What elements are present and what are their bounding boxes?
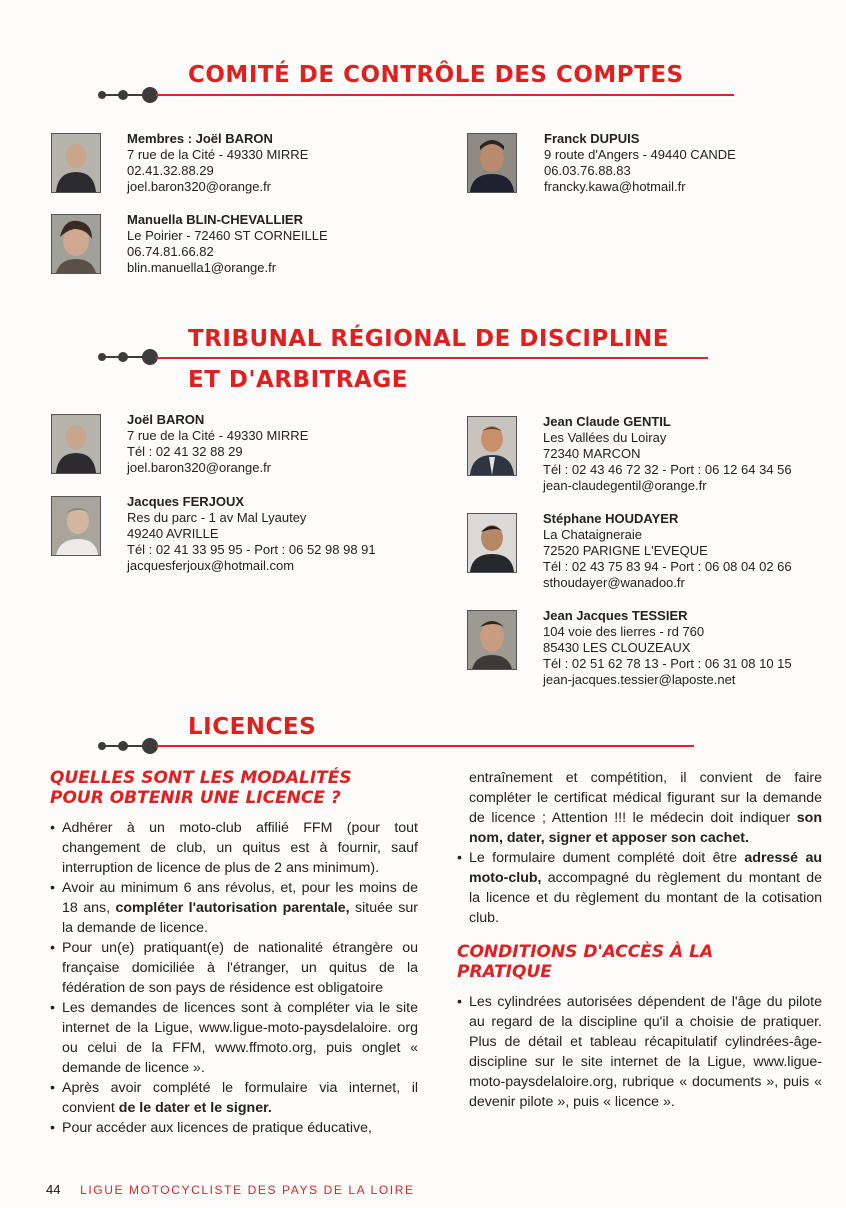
member-name: Jean Jacques TESSIER [543, 608, 688, 623]
list-item: • Avoir au minimum 6 ans révolus, et, pour les moins de 18 ans, compléter l'autorisation parentale, située sur la demande de licence. [50, 878, 418, 938]
member-phone: 06.74.81.66.82 [127, 244, 214, 259]
member-address: 104 voie des lierres - rd 760 [543, 624, 705, 639]
member-phone: 06.03.76.88.83 [544, 163, 631, 178]
member-email[interactable]: jacquesferjoux@hotmail.com [127, 558, 295, 573]
member-email[interactable]: jean-claudegentil@orange.fr [543, 478, 707, 493]
member-name: Jacques FERJOUX [127, 494, 245, 509]
list-item: • Pour accéder aux licences de pratique éducative, [50, 1118, 418, 1138]
comite-title: COMITÉ DE CONTRÔLE DES COMPTES [188, 62, 684, 88]
licences-right-column [457, 768, 822, 1112]
footer-organization: LIGUE MOTOCYCLISTE DES PAYS DE LA LOIRE [80, 1183, 415, 1197]
member-phone: Tél : 02 51 62 78 13 - Port : 06 31 08 10 15 [543, 656, 792, 671]
page-footer [46, 1182, 415, 1197]
portrait-photo [51, 414, 101, 474]
member-city: 72520 PARIGNE L'EVEQUE [543, 543, 708, 558]
section-bullet-dots [98, 738, 160, 754]
list-item: • Les cylindrées autorisées dépendent de l'âge du pilote au regard de la discipline qu'il a choisie de pratiquer. Plus de détail et tableau récapitulatif cylindrées-âge-discipline sur le site internet de la Ligue, www.ligue-moto-paysdelaloire.org, rubrique « documents », puis « devenir pilote », puis « licence ». [457, 992, 822, 1112]
tribunal-rule [156, 357, 708, 359]
portrait-photo [467, 416, 517, 476]
member-address: Res du parc - 1 av Mal Lyautey [127, 510, 307, 525]
member-address: 9 route d'Angers - 49440 CANDE [544, 147, 736, 162]
member-phone: Tél : 02 41 33 95 95 - Port : 06 52 98 98 91 [127, 542, 376, 557]
list-item: • Adhérer à un moto-club affilié FFM (pour tout changement de club, un quitus est à fournir, sauf interruption de licence de plus de 2 ans minimum). [50, 818, 418, 878]
member-address: La Chataigneraie [543, 527, 643, 542]
member-email[interactable]: sthoudayer@wanadoo.fr [543, 575, 685, 590]
member-name: Joël BARON [127, 412, 205, 427]
member-email[interactable]: blin.manuella1@orange.fr [127, 260, 277, 275]
member-address: 7 rue de la Cité - 49330 MIRRE [127, 147, 309, 162]
member-name: Manuella BLIN-CHEVALLIER [127, 212, 303, 227]
licence-form-list [457, 848, 822, 928]
portrait-photo [51, 133, 101, 193]
member-city: 72340 MARCON [543, 446, 641, 461]
list-item: • Les demandes de licences sont à compléter via le site internet de la Ligue, www.ligue-moto-paysdelaloire. org ou celui de la FFM, www.ffmoto.org, puis onglet « demande de licence ». [50, 998, 418, 1078]
member-address: 7 rue de la Cité - 49330 MIRRE [127, 428, 309, 443]
member-name: Jean Claude GENTIL [543, 414, 671, 429]
member-email[interactable]: jean-jacques.tessier@laposte.net [543, 672, 736, 687]
licence-requirements-list [50, 818, 418, 1138]
section-bullet-dots [98, 87, 160, 103]
member-phone: Tél : 02 43 75 83 94 - Port : 06 08 04 02 66 [543, 559, 792, 574]
member-email[interactable]: joel.baron320@orange.fr [127, 179, 272, 194]
portrait-photo [51, 214, 101, 274]
member-email[interactable]: francky.kawa@hotmail.fr [544, 179, 686, 194]
page-number: 44 [46, 1182, 61, 1197]
section-bullet-dots [98, 349, 160, 365]
member-address: Les Vallées du Loiray [543, 430, 667, 445]
licences-left-column [50, 768, 418, 1138]
list-item: • Le formulaire dument complété doit être adressé au moto-club, accompagné du règlement du montant de la licence et du règlement du montant de la cotisation club. [457, 848, 822, 928]
member-name: Stéphane HOUDAYER [543, 511, 679, 526]
list-item: • Après avoir complété le formulaire via internet, il convient de le dater et le signer. [50, 1078, 418, 1118]
member-name: Membres : Joël BARON [127, 131, 273, 146]
comite-rule [156, 94, 734, 96]
member-address: Le Poirier - 72460 ST CORNEILLE [127, 228, 328, 243]
portrait-photo [467, 610, 517, 670]
member-phone: Tél : 02 43 46 72 32 - Port : 06 12 64 34 56 [543, 462, 792, 477]
list-item: • Pour un(e) pratiquant(e) de nationalité étrangère ou française domiciliée à l'étranger, un quitus de la fédération de son pays de résidence est obligatoire [50, 938, 418, 998]
portrait-photo [467, 133, 517, 193]
modalites-heading: QUELLES SONT LES MODALITÉS POUR OBTENIR UNE LICENCE ? [50, 768, 352, 808]
portrait-photo [467, 513, 517, 573]
portrait-photo [51, 496, 101, 556]
licences-title: LICENCES [188, 714, 317, 740]
licences-rule [156, 745, 694, 747]
tribunal-title-line1: TRIBUNAL RÉGIONAL DE DISCIPLINE [188, 326, 669, 352]
member-city: 49240 AVRILLE [127, 526, 219, 541]
member-phone: Tél : 02 41 32 88 29 [127, 444, 243, 459]
conditions-heading: CONDITIONS D'ACCÈS À LA PRATIQUE [457, 942, 714, 982]
member-phone: 02.41.32.88.29 [127, 163, 214, 178]
continued-paragraph: entraînement et compétition, il convient de faire compléter le certificat médical figurant sur la demande de licence ; Attention !!! le médecin doit indiquer son nom, dater, signer et apposer son cachet. [469, 770, 822, 846]
conditions-list [457, 992, 822, 1112]
member-name: Franck DUPUIS [544, 131, 640, 146]
member-city: 85430 LES CLOUZEAUX [543, 640, 691, 655]
tribunal-title-line2: ET D'ARBITRAGE [188, 367, 408, 393]
member-email[interactable]: joel.baron320@orange.fr [127, 460, 272, 475]
